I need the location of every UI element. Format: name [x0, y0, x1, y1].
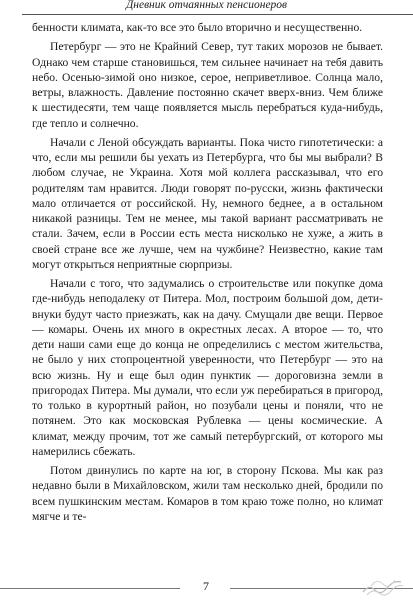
footer-rule-left	[0, 588, 180, 589]
paragraph: Начали с того, что задумались о строительстве или покупке дома где-нибудь неподалеку от Питера. Мол, построим большой дом, дети-внуки будут часто приезжать, как на дачу. Смущали две вещи. Первое — комары. Очень их много в окрестных лесах. А второе — то, что дети наши сами еще до конца не определились с местом жительства, не было у них стопроцентной уверенности, что Петербург — это на всю жизнь. Ну и еще был один пунктик — дороговизна земли в пригородах Питера. Мы думали, что если уж перебираться в пригород, то только в курортный район, но позубали цены и поняли, что не потянем. Это как московская Рублевка — цены космические. А климат, между прочим, тот же самый петербургский, от которого мы намерились сбежать.	[32, 277, 383, 458]
paragraph: Начали с Леной обсуждать варианты. Пока чисто гипотетически: а что, если мы решили бы уехать из Петербурга, что бы мы выбрали? В любом случае, не Украина. Хотя мой коллега рассказывал, что его родителям там нравится. Люди говорят по-русски, жизнь фактически мало отличается от российской. Ну, немного беднее, а в остальном никакой разницы. Тем не менее, мы такой вариант рассматривать не стали. Зачем, если в России есть места нисколько не хуже, а жить в своей стране все же лучше, чем на чужбине? Неизвестно, какие там могут открыться неприятные сюрпризы.	[32, 135, 383, 271]
running-title: Дневник отчаянных пенсионеров	[125, 0, 288, 11]
page-footer	[0, 570, 413, 600]
paragraph: Петербург — это не Крайний Север, тут таких морозов не бывает. Однако чем старше становишься, тем сильнее начинает на тебя давить небо. Осенью-зимой оно низкое, серое, неприветливое. Солнца мало, ветры, влажность. Давление постоянно скачет вверх-вниз. Чем ближе к шестидесяти, тем чаще появляется мысль перебраться куда-нибудь, где тепло и солнечно.	[32, 40, 383, 130]
page-number: 7	[203, 579, 209, 593]
running-head	[0, 0, 413, 16]
body-text	[32, 20, 383, 524]
paragraph: Потом двинулись по карте на юг, в сторону Пскова. Мы как раз недавно были в Михайловском, жили там несколько дней, бродили по всем пушкинским местам. Комаров в том краю тоже полно, но климат мягче и те-	[32, 464, 383, 523]
header-rule	[22, 14, 413, 15]
wave-ornament-icon	[361, 574, 405, 598]
paragraph: бенности климата, как-то все это было вторично и несущественно.	[32, 21, 363, 34]
